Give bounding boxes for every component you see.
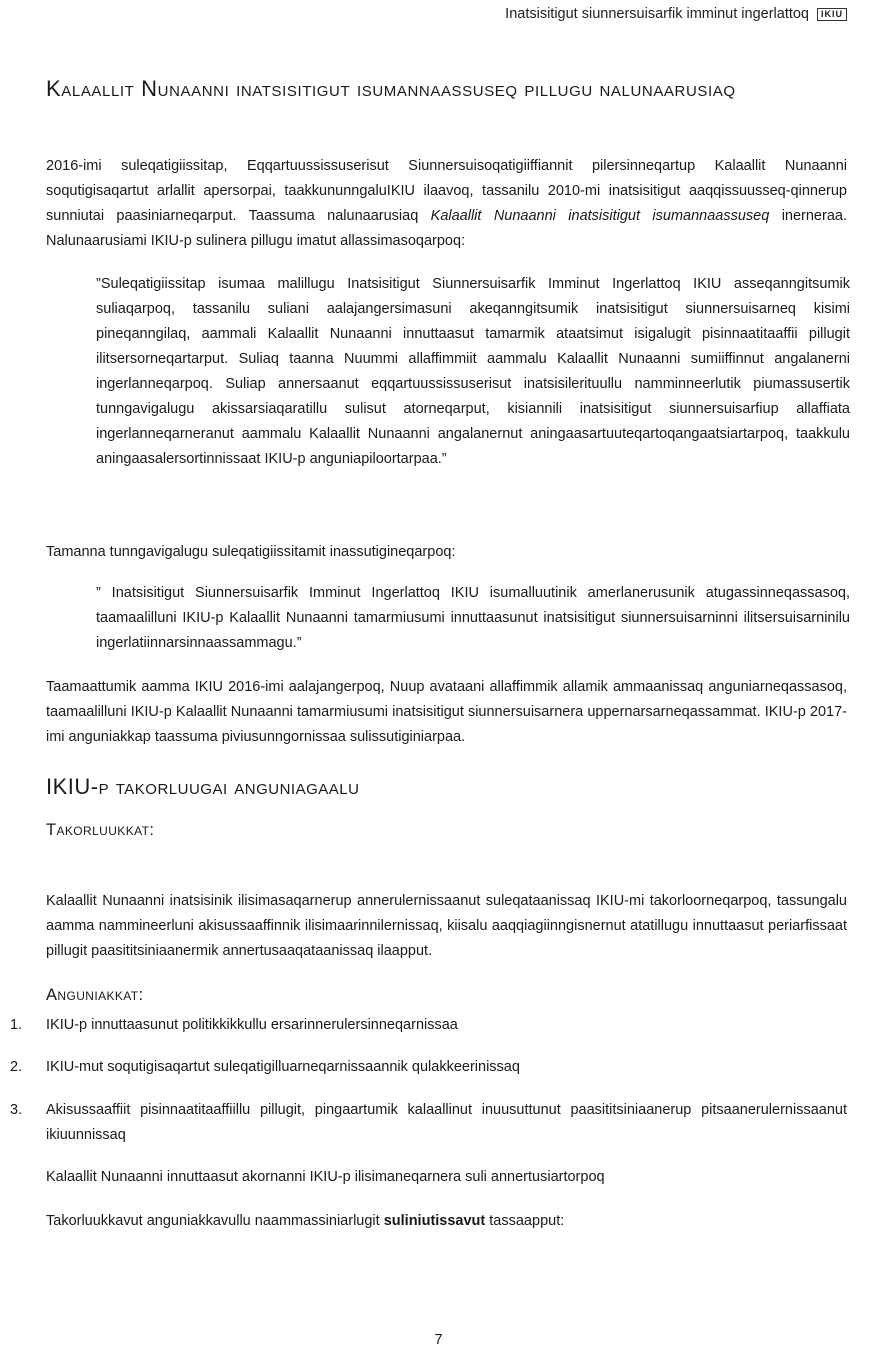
report-intro xyxy=(46,154,847,254)
final-bold-term: suliniutissavut xyxy=(383,1213,486,1229)
quote-paragraph-2: ” Inatsisitigut Siunnersuisarfik Imminut Ingerlattoq IKIU isumalluutinik amerlanerusunik atugassinneqassasoq, taamaalilluni IKIU-p Kalaallit Nunaanni tamarmiusumi innuttaasunut inatsisitigut siunnersuisarninni ilitsersuisarninilu ingerlatiinnarsinnaassammagu.” xyxy=(96,585,850,651)
list-text: Akisussaaffiit pisinnaatitaaffiillu pillugit, pingaartumik kalaallinut inuusuttunut paasititsiniaanerup pitsaanerulernissaanut ikiuunnissaq xyxy=(46,1102,847,1143)
initiatives-paragraph xyxy=(46,1209,847,1234)
goals-subheading-block xyxy=(46,986,847,1005)
ikiu-logo: IKIU xyxy=(817,8,847,21)
closing-paragraph: Taamaattumik aamma IKIU 2016-imi aalajangerpoq, Nuup avataani allaffimmik allamik ammaanissaq anguniarneqassasoq, taamaalilluni IKIU-p Kalaallit Nunaanni tamarmiusumi inatsisitigut siunnersuisarnera uppernarsarneqassammat. IKIU-p 2017-imi anguniakkap taassuma piviusunngornissaa sulissutiginiarpaa. xyxy=(46,679,847,745)
list-number: 3. xyxy=(10,1102,23,1118)
intro-report-title: Kalaallit Nunaanni inatsisitigut isumannaassuseq xyxy=(430,208,770,224)
quote-paragraph-1: ”Suleqatigiissitap isumaa malillugu Inatsisitigut Siunnersuisarfik Imminut Ingerlattoq IKIU asseqanngitsumik suliaqarpoq, tassanilu suliani aalajangersimasuni akeqanngitsumik inatsisitigut siunnersuisarneq kisimi pineqanngilaq, aammali Kalaallit Nunaanni innuttaasut tamarmik ataatsimut isigalugit pisinnaatitaaffii pillugit ilitsersorneqartarput. Suliaq taanna Nuummi allaffimmiit aammalu Kalaallit Nunaanni sumiiffinnut angalanerni ingerlanneqarpoq. Suliap annersaanut eqqartuussissuserisut inatsisilerituullu namminneerlutik piumassusertik tunngavigalugu akissarsiaqaratillu sulisut atorneqarput, kisiannili inatsisitigut siunnersuisarfiup allaffiata ingerlanneqarneranut aammalu Kalaallit Nunaanni angalanernut aningaasartuuteqartoqangaatsiartarpoq, taakkulu aningaasalersortinnissaat IKIU-p anguniapiloortarpaa.” xyxy=(96,276,850,467)
quote-block-1 xyxy=(46,272,850,472)
section-title-vision: IKIU-p takorluugai anguniagaalu xyxy=(46,774,360,799)
subheading-goals: Anguniakkat: xyxy=(46,986,144,1004)
section-vision-heading xyxy=(46,774,847,800)
vision-paragraph: Kalaallit Nunaanni inatsisinik ilisimasaqarnerup annerulernissaanut suleqataanissaq IKIU-mi takorloorneqarpoq, tassungalu aamma nammineerluni akisussaaffinnik ilisimaarinnilernissaq, kiisalu aaqqiagiinngisnernut atatillugu innuttaasut periarfissaat pillugit paasititsiniaanermik annertusaaqataanissaq ilaapput. xyxy=(46,893,847,959)
final-text-part2: tassaapput: xyxy=(485,1213,565,1229)
running-header xyxy=(505,6,847,22)
vision-text-block xyxy=(46,889,847,964)
intro-text-part2: inerneraa. Nalunaarusiami IKIU-p sulinera pillugu imatut allassimasoqarpoq: xyxy=(46,208,847,249)
vision-subheading-block xyxy=(46,821,847,840)
list-text: IKIU-p innuttaasunut politikkikkullu ersarinnerulersinneqarnissaa xyxy=(46,1017,458,1033)
awareness-paragraph: Kalaallit Nunaanni innuttaasut akornanni IKIU-p ilisimaneqarnera suli annertusiartorpoq xyxy=(46,1169,605,1185)
intro-text-part1: 2016-imi suleqatigiissitap, Eqqartuussissuserisut Siunnersuisoqatigiiffiannit pilersinneqartup Kalaallit Nunaanni soqutigisaqartut arlallit apersorpai, taakkununngaluIKIU ilaavoq, tassanilu 2010-mi inatsisitigut aaqqissuusseq-qinnerup sunniutai paasiniarneqarput. Taassuma nalunaarusiaq xyxy=(46,158,847,224)
final-text-part1: Takorluukkavut anguniakkavullu naammassiniarlugit xyxy=(46,1213,384,1229)
list-text: IKIU-mut soqutigisaqartut suleqatigilluarneqarnissaannik qulakkeerinissaq xyxy=(46,1059,520,1075)
quote-block-2 xyxy=(46,581,850,656)
recommendation-intro: Tamanna tunngavigalugu suleqatigiissitamit inassutigineqarpoq: xyxy=(46,544,456,560)
page-number: 7 xyxy=(434,1332,443,1348)
intro-paragraph xyxy=(46,154,847,254)
list-number: 2. xyxy=(10,1059,23,1075)
closing-block xyxy=(46,675,847,750)
section-report-heading xyxy=(46,68,847,109)
after-goals-block xyxy=(46,1165,847,1190)
section-title-report: Kalaallit Nunaanni inatsisitigut isumannaassuseq pillugu nalunaarusiaq xyxy=(46,76,736,101)
running-title: Inatsisitigut siunnersuisarfik imminut ingerlattoq xyxy=(505,6,809,22)
subheading-vision: Takorluukkat: xyxy=(46,821,155,839)
final-block xyxy=(46,1209,847,1234)
mid-text-block xyxy=(46,540,847,565)
list-number: 1. xyxy=(10,1017,23,1033)
